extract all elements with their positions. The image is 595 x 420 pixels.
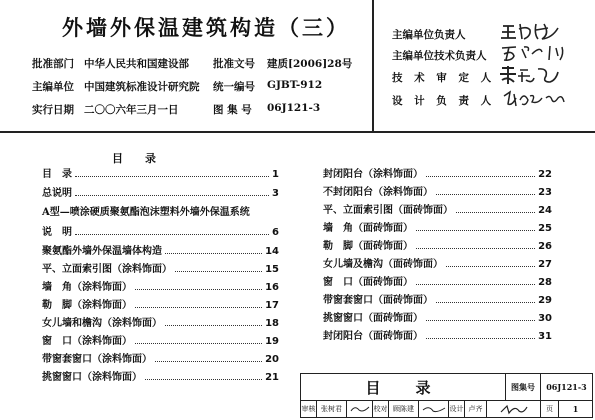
approval-doc-label: 批准文号 — [213, 58, 255, 70]
toc-entry-title: 不封闭阳台（涂料饰面） — [323, 187, 433, 198]
reviewer-name: 张树君 — [317, 401, 347, 417]
page-number: 1 — [572, 404, 579, 414]
header-bottom-rule — [0, 131, 595, 133]
toc-entry-title: 聚氨酯外墙外保温墙体构造 — [42, 246, 162, 257]
toc-entry-title: 平、立面索引图（面砖饰面） — [323, 205, 453, 216]
signature-row-review — [392, 70, 495, 85]
toc-entry[interactable] — [42, 261, 279, 275]
toc-entry-page: 16 — [265, 282, 279, 293]
toc-entry-title: 女儿墙和檐沟（涂料饰面） — [42, 318, 162, 329]
toc-entry[interactable] — [42, 166, 279, 180]
approver-value: 中华人民共和国建设部 — [84, 58, 189, 70]
check-label: 校对 — [373, 401, 389, 417]
signature-row-design — [392, 93, 495, 108]
toc-entry-page: 30 — [538, 313, 552, 324]
header-info-panel — [0, 0, 372, 130]
approval-doc-value: 建质[2006]28号 — [267, 58, 353, 70]
toc-entry-title: 总说明 — [42, 188, 72, 199]
toc-leader-dots — [456, 212, 535, 213]
toc-right-column — [323, 166, 552, 342]
designer-signature — [487, 401, 541, 417]
toc-entry[interactable] — [42, 243, 279, 257]
toc-entry-page: 1 — [272, 169, 279, 180]
toc-leader-dots — [165, 253, 262, 254]
toc-entry[interactable] — [323, 220, 552, 234]
signature-label: 主编单位负责人 — [392, 29, 466, 41]
checker-signature — [419, 401, 449, 417]
title-block — [300, 373, 593, 418]
signature-label: 设 计 负 责 人 — [392, 95, 496, 107]
toc-entry-title: 墙 角（面砖饰面） — [323, 223, 413, 234]
toc-leader-dots — [145, 379, 262, 380]
toc-leader-dots — [135, 343, 262, 344]
unified-no-value: GJBT-912 — [267, 79, 323, 91]
page-label: 页 — [541, 401, 559, 417]
toc-leader-dots — [165, 325, 262, 326]
toc-entry-page: 18 — [265, 318, 279, 329]
toc-leader-dots — [416, 230, 535, 231]
toc-leader-dots — [426, 320, 535, 321]
toc-entry-page: 25 — [538, 223, 552, 234]
approver-label: 批准部门 — [32, 58, 74, 70]
toc-section-title: A型—喷涂硬质聚氨酯泡沫塑料外墙外保温系统 — [42, 207, 250, 218]
reviewer-signature — [347, 401, 373, 417]
toc-entry-title: 说 明 — [42, 227, 72, 238]
toc-leader-dots — [75, 234, 269, 235]
atlas-no-label: 图集号 — [506, 374, 541, 401]
toc-entry-title: 挑窗窗口（面砖饰面） — [323, 313, 423, 324]
toc-entry[interactable] — [42, 315, 279, 329]
toc-entry-page: 20 — [265, 354, 279, 365]
toc-leader-dots — [135, 289, 262, 290]
toc-entry-title: 封闭阳台（面砖饰面） — [323, 331, 423, 342]
toc-entry-page: 28 — [538, 277, 552, 288]
toc-leader-dots — [446, 266, 535, 267]
atlas-no-value: 06J121-3 — [541, 374, 592, 401]
atlas-no-value: 06J121-3 — [267, 102, 321, 114]
toc-leader-dots — [416, 248, 535, 249]
toc-entry[interactable] — [323, 292, 552, 306]
toc-entry-title: 封闭阳台（涂料饰面） — [323, 169, 423, 180]
toc-entry-title: 带窗套窗口（面砖饰面） — [323, 295, 433, 306]
sheet-title: 目 录 — [301, 374, 506, 401]
toc-entry-page: 23 — [538, 187, 552, 198]
toc-entry[interactable] — [323, 274, 552, 288]
toc-entry[interactable] — [42, 333, 279, 347]
toc-entry-page: 26 — [538, 241, 552, 252]
handwritten-signature-review — [498, 64, 568, 90]
toc-entry[interactable] — [323, 256, 552, 270]
toc-leader-dots — [436, 194, 535, 195]
toc-entry-title: 墙 角（涂料饰面） — [42, 282, 132, 293]
toc-entry[interactable] — [323, 202, 552, 216]
toc-leader-dots — [436, 302, 535, 303]
toc-entry[interactable] — [323, 238, 552, 252]
toc-entry-page: 22 — [538, 169, 552, 180]
toc-entry-title: 勒 脚（面砖饰面） — [323, 241, 413, 252]
toc-entry-page: 29 — [538, 295, 552, 306]
toc-entry-page: 27 — [538, 259, 552, 270]
toc-heading: 目 录 — [112, 152, 156, 165]
signature-row-tech — [392, 48, 487, 63]
toc-leader-dots — [75, 195, 269, 196]
header-divider — [372, 0, 374, 132]
toc-entry-page: 14 — [265, 246, 279, 257]
toc-entry-page: 21 — [265, 372, 279, 383]
toc-entry-title: 窗 口（涂料饰面） — [42, 336, 132, 347]
signature-label: 技 术 审 定 人 — [392, 72, 496, 84]
toc-leader-dots — [135, 307, 262, 308]
toc-entry-title: 目 录 — [42, 169, 72, 180]
design-label: 设计 — [449, 401, 465, 417]
toc-left-column — [42, 166, 279, 383]
toc-entry[interactable] — [323, 328, 552, 342]
toc-entry-title: 挑窗窗口（涂料饰面） — [42, 372, 142, 383]
toc-entry[interactable] — [42, 185, 279, 199]
handwritten-signature-design — [502, 88, 572, 114]
toc-entry[interactable] — [42, 224, 279, 238]
toc-leader-dots — [426, 176, 535, 177]
toc-entry-title: 勒 脚（涂料饰面） — [42, 300, 132, 311]
date-label: 实行日期 — [32, 104, 74, 116]
editor-label: 主编单位 — [32, 81, 74, 93]
toc-entry-page: 17 — [265, 300, 279, 311]
toc-leader-dots — [426, 338, 535, 339]
toc-entry-page: 19 — [265, 336, 279, 347]
date-value: 二〇〇六年三月一日 — [84, 104, 179, 116]
designer-name: 卢齐 — [465, 401, 487, 417]
toc-entry-title: 窗 口（面砖饰面） — [323, 277, 413, 288]
atlas-title: 外墙外保温建筑构造（三） — [62, 15, 350, 40]
toc-entry-page: 3 — [272, 188, 279, 199]
editor-value: 中国建筑标准设计研究院 — [84, 81, 200, 93]
toc-entry[interactable] — [42, 297, 279, 311]
toc-entry[interactable] — [42, 369, 279, 383]
signature-row-chief — [392, 27, 466, 42]
review-label: 审核 — [301, 401, 317, 417]
toc-entry-page: 31 — [538, 331, 552, 342]
toc-entry-page: 24 — [538, 205, 552, 216]
toc-leader-dots — [416, 284, 535, 285]
unified-no-label: 统一编号 — [213, 81, 255, 93]
toc-leader-dots — [175, 271, 262, 272]
toc-entry[interactable] — [323, 310, 552, 324]
toc-section-heading — [42, 204, 279, 218]
toc-entry-page: 6 — [272, 227, 279, 238]
toc-entry-title: 女儿墙及檐沟（面砖饰面） — [323, 259, 443, 270]
atlas-no-label: 图 集 号 — [213, 104, 252, 116]
toc-entry-title: 平、立面索引图（涂料饰面） — [42, 264, 172, 275]
toc-entry[interactable] — [323, 184, 552, 198]
toc-entry[interactable] — [42, 279, 279, 293]
checker-name: 顾陈建 — [389, 401, 419, 417]
signature-label: 主编单位技术负责人 — [392, 50, 487, 62]
toc-entry[interactable] — [42, 351, 279, 365]
toc-entry-page: 15 — [265, 264, 279, 275]
toc-entry-title: 带窗套窗口（涂料饰面） — [42, 354, 152, 365]
toc-entry[interactable] — [323, 166, 552, 180]
toc-leader-dots — [155, 361, 262, 362]
toc-leader-dots — [75, 176, 269, 177]
